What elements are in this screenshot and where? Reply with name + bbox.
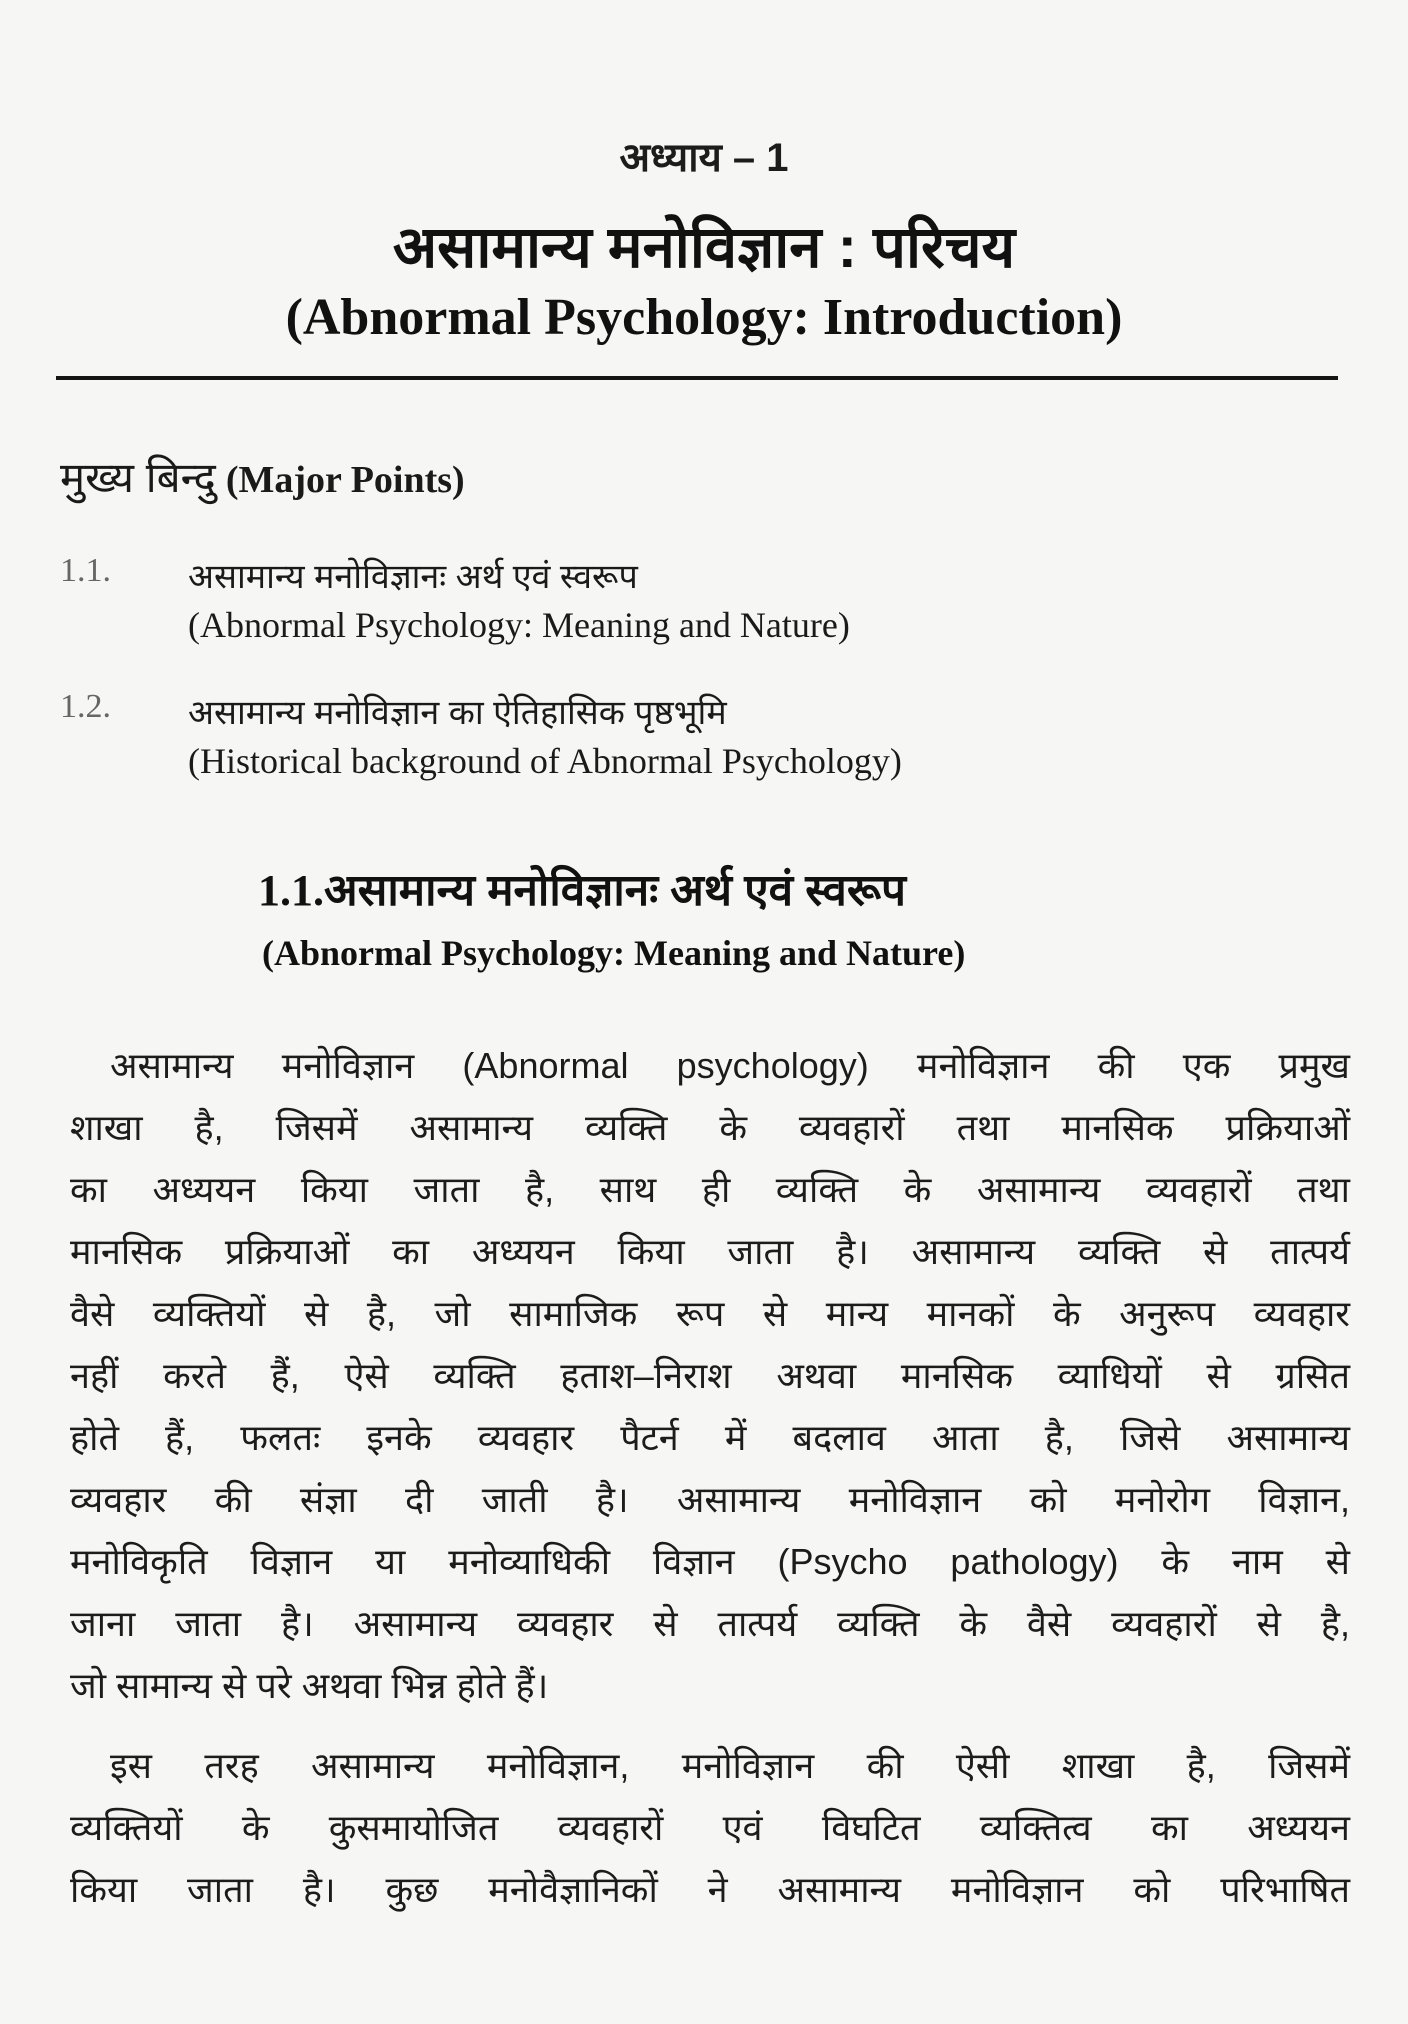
major-points-heading xyxy=(60,448,465,505)
major-point-number: 1.2. xyxy=(60,688,111,725)
chapter-label: अध्याय – 1 xyxy=(619,136,789,180)
major-point-number: 1.1. xyxy=(60,552,111,589)
chapter-title-english: (Abnormal Psychology: Introduction) xyxy=(285,289,1123,346)
major-point-title-hindi: असामान्य मनोविज्ञान का ऐतिहासिक पृष्ठभूमि xyxy=(188,694,727,732)
paragraph-line: नहीं करते हैं, ऐसे व्यक्ति हताश–निराश अथवा मानसिक व्याधियों से ग्रसित xyxy=(70,1355,1350,1396)
paragraph-line: वैसे व्यक्तियों से है, जो सामाजिक रूप से मान्य मानकों के अनुरूप व्यवहार xyxy=(70,1293,1350,1334)
paragraph-line: जो सामान्य से परे अथवा भिन्न होते हैं। xyxy=(70,1665,549,1706)
major-points-heading-english: (Major Points) xyxy=(225,459,465,501)
section-title-english: (Abnormal Psychology: Meaning and Nature) xyxy=(262,933,966,973)
paragraph-line: शाखा है, जिसमें असामान्य व्यक्ति के व्यवहारों तथा मानसिक प्रक्रियाओं xyxy=(70,1107,1350,1148)
section-title-hindi xyxy=(258,858,906,918)
paragraph-line: होते हैं, फलतः इनके व्यवहार पैटर्न में बदलाव आता है, जिसे असामान्य xyxy=(70,1417,1350,1458)
paragraph-line: मनोविकृति विज्ञान या मनोव्याधिकी विज्ञान (Psycho pathology) के नाम से xyxy=(70,1541,1350,1582)
paragraph-line: व्यक्तियों के कुसमायोजित व्यवहारों एवं विघटित व्यक्तित्व का अध्ययन xyxy=(70,1807,1350,1848)
paragraph-line: व्यवहार की संज्ञा दी जाती है। असामान्य मनोविज्ञान को मनोरोग विज्ञान, xyxy=(70,1479,1350,1520)
paragraph-line: का अध्ययन किया जाता है, साथ ही व्यक्ति के असामान्य व्यवहारों तथा xyxy=(70,1169,1350,1210)
paragraph-line: किया जाता है। कुछ मनोवैज्ञानिकों ने असामान्य मनोविज्ञान को परिभाषित xyxy=(70,1869,1350,1910)
major-point-title-english: (Historical background of Abnormal Psychology) xyxy=(188,741,902,781)
major-points-heading-hindi: मुख्य बिन्दु xyxy=(60,454,216,501)
section-title-text: असामान्य मनोविज्ञानः अर्थ एवं स्वरूप xyxy=(324,866,907,915)
major-point-title-english: (Abnormal Psychology: Meaning and Nature) xyxy=(188,605,850,645)
paragraph-line: मानसिक प्रक्रियाओं का अध्ययन किया जाता है। असामान्य व्यक्ति से तात्पर्य xyxy=(70,1231,1350,1272)
section-number: 1.1. xyxy=(258,866,324,915)
heading-divider xyxy=(56,376,1338,380)
paragraph-line: इस तरह असामान्य मनोविज्ञान, मनोविज्ञान की ऐसी शाखा है, जिसमें xyxy=(110,1745,1350,1786)
paragraph-line: जाना जाता है। असामान्य व्यवहार से तात्पर्य व्यक्ति के वैसे व्यवहारों से है, xyxy=(70,1603,1350,1644)
major-point-title-hindi: असामान्य मनोविज्ञानः अर्थ एवं स्वरूप xyxy=(188,558,638,596)
chapter-title-hindi: असामान्य मनोविज्ञान : परिचय xyxy=(392,215,1016,280)
paragraph-line: असामान्य मनोविज्ञान (Abnormal psychology) मनोविज्ञान की एक प्रमुख xyxy=(110,1045,1350,1086)
